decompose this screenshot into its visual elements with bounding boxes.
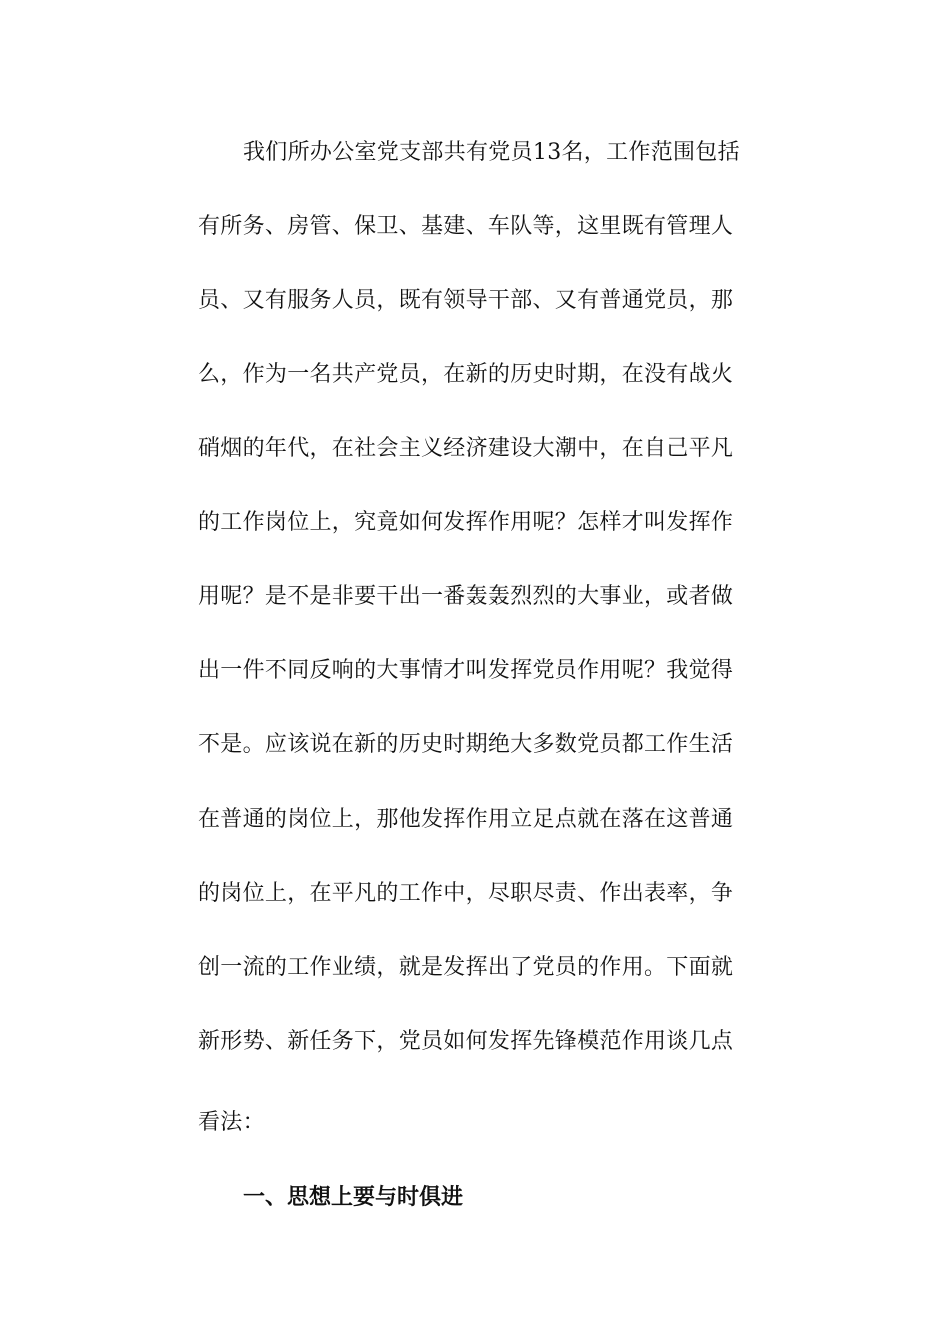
paragraph-line: 硝烟的年代，在社会主义经济建设大潮中，在自己平凡 bbox=[198, 436, 734, 461]
paragraph-line: 用呢？是不是非要干出一番轰轰烈烈的大事业，或者做 bbox=[198, 584, 734, 609]
paragraph-line: 在普通的岗位上，那他发挥作用立足点就在落在这普通 bbox=[198, 807, 734, 832]
paragraph-line: 创一流的工作业绩，就是发挥出了党员的作用。下面就 bbox=[198, 955, 734, 980]
paragraph-line: 么，作为一名共产党员，在新的历史时期，在没有战火 bbox=[198, 362, 734, 387]
paragraph-line: 不是。应该说在新的历史时期绝大多数党员都工作生活 bbox=[198, 732, 734, 757]
section-heading: 一、思想上要与时俱进 bbox=[243, 1185, 464, 1210]
paragraph-line: 的岗位上，在平凡的工作中，尽职尽责、作出表率，争 bbox=[198, 881, 734, 906]
paragraph-line: 出一件不同反响的大事情才叫发挥党员作用呢？我觉得 bbox=[198, 658, 734, 683]
paragraph-line: 新形势、新任务下，党员如何发挥先锋模范作用谈几点 bbox=[198, 1029, 734, 1054]
paragraph-line: 的工作岗位上，究竟如何发挥作用呢？怎样才叫发挥作 bbox=[198, 510, 734, 535]
paragraph-line: 我们所办公室党支部共有党员13名，工作范围包括 bbox=[243, 140, 740, 165]
paragraph-line: 有所务、房管、保卫、基建、车队等，这里既有管理人 bbox=[198, 214, 734, 239]
paragraph-line: 员、又有服务人员，既有领导干部、又有普通党员，那 bbox=[198, 288, 734, 313]
paragraph-line: 看法： bbox=[198, 1110, 265, 1135]
